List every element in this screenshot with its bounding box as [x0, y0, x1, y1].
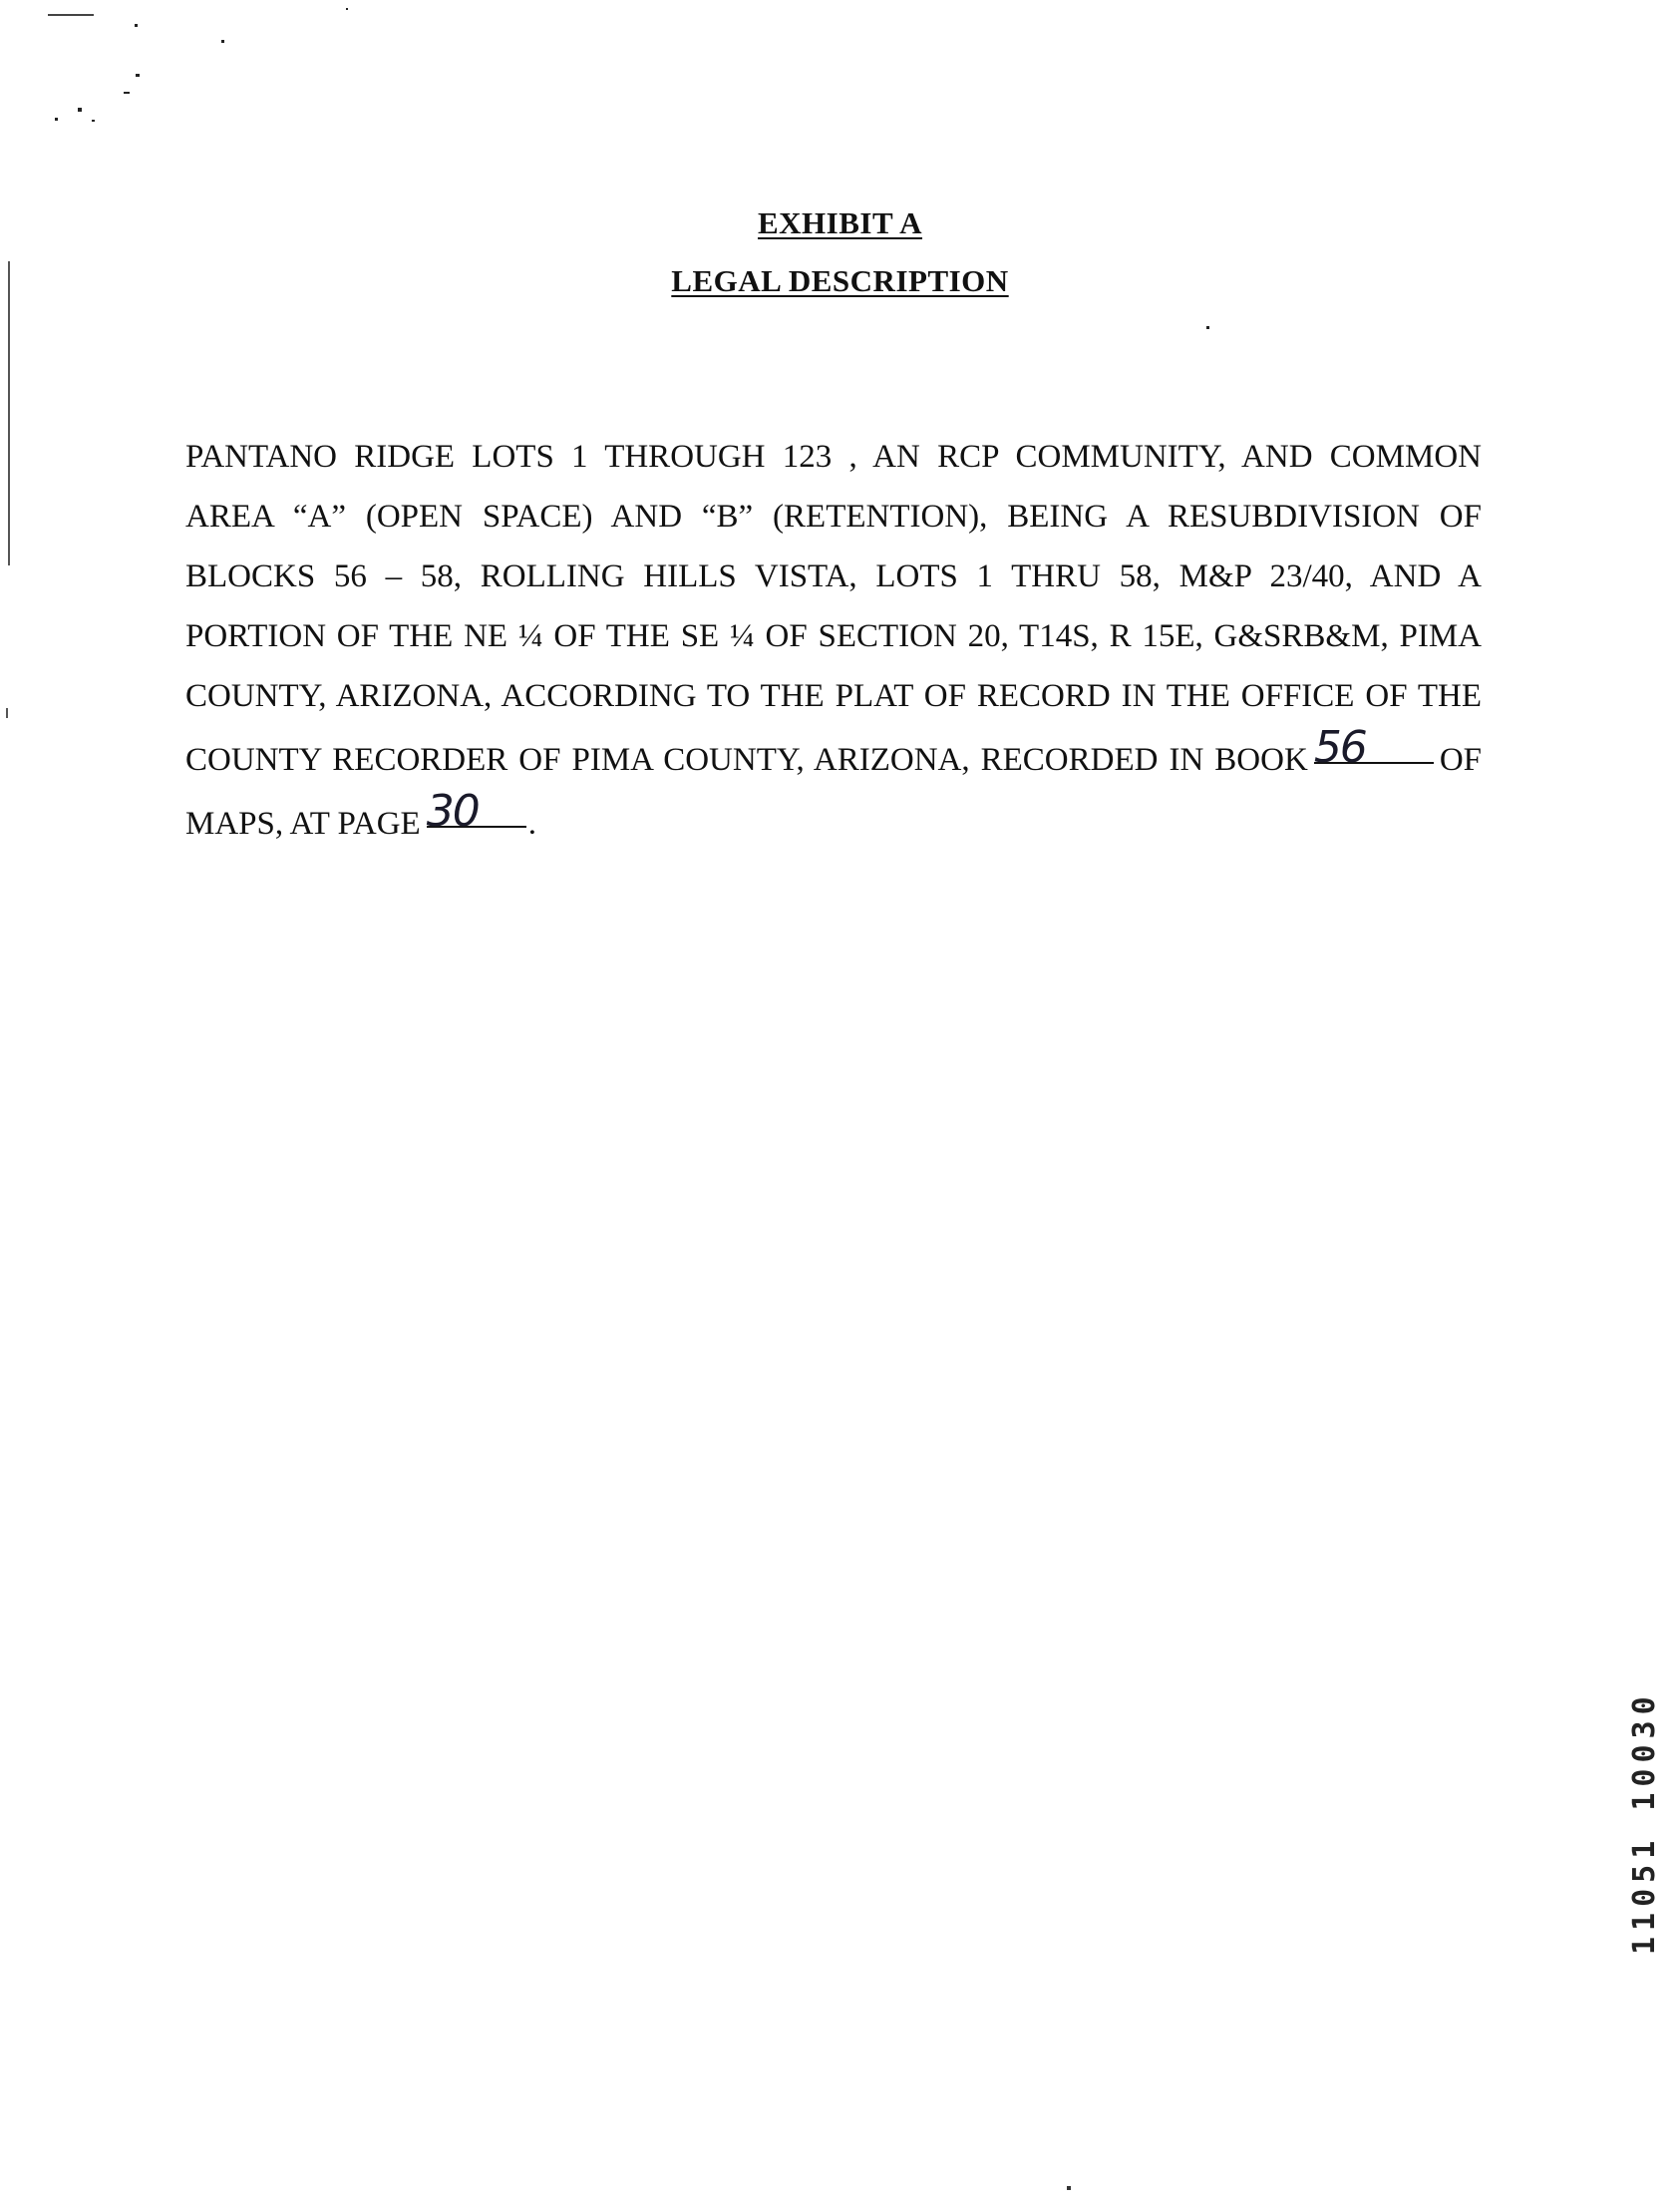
scan-edge-line — [8, 261, 10, 565]
legal-description-heading-text: LEGAL DESCRIPTION — [671, 263, 1009, 298]
scan-artifact — [92, 120, 95, 122]
book-line-suffix: OF — [1439, 742, 1482, 778]
recording-number: 11051 10030 — [1627, 1690, 1662, 1955]
paragraph-line: BLOCKS 56 – 58, ROLLING HILLS VISTA, LOTS 1 THRU 58, M&P 23/40, AND A — [185, 558, 1482, 594]
exhibit-heading-text: EXHIBIT A — [757, 205, 923, 240]
scan-artifact — [124, 92, 130, 94]
paragraph-line-book — [185, 722, 1482, 790]
paragraph-line: COUNTY, ARIZONA, ACCORDING TO THE PLAT OF RECORD IN THE OFFICE OF THE — [185, 678, 1482, 714]
page-number-blank — [426, 786, 526, 837]
legal-description-paragraph — [185, 427, 1482, 854]
scan-artifact — [78, 108, 82, 112]
scan-artifact — [55, 118, 58, 121]
book-number-handwritten: 56 — [1313, 722, 1366, 773]
scan-artifact — [346, 8, 348, 10]
scan-artifact — [1067, 2186, 1071, 2190]
recording-stamp — [1627, 1596, 1667, 1955]
paragraph-line-page — [185, 786, 1482, 854]
paragraph-line: AREA “A” (OPEN SPACE) AND “B” (RETENTION), BEING A RESUBDIVISION OF — [185, 499, 1482, 535]
page-line-prefix: MAPS, AT PAGE — [185, 806, 421, 842]
exhibit-heading — [0, 205, 1680, 241]
scan-artifact — [135, 24, 138, 27]
scan-artifact — [1206, 326, 1209, 329]
book-line-prefix: COUNTY RECORDER OF PIMA COUNTY, ARIZONA, RECORDED IN BOOK — [185, 742, 1308, 778]
legal-description-heading — [0, 263, 1680, 299]
book-number-blank — [1313, 722, 1434, 773]
paragraph-line: PANTANO RIDGE LOTS 1 THROUGH 123 , AN RCP COMMUNITY, AND COMMON — [185, 439, 1482, 475]
scan-artifact — [136, 74, 140, 77]
page-number-handwritten: 30 — [426, 786, 479, 837]
scan-artifact — [221, 40, 224, 43]
scan-artifact — [48, 14, 94, 16]
scan-edge-mark — [6, 708, 8, 718]
page-line-suffix: . — [527, 806, 536, 842]
paragraph-line: PORTION OF THE NE ¼ OF THE SE ¼ OF SECTION 20, T14S, R 15E, G&SRB&M, PIMA — [185, 618, 1482, 654]
